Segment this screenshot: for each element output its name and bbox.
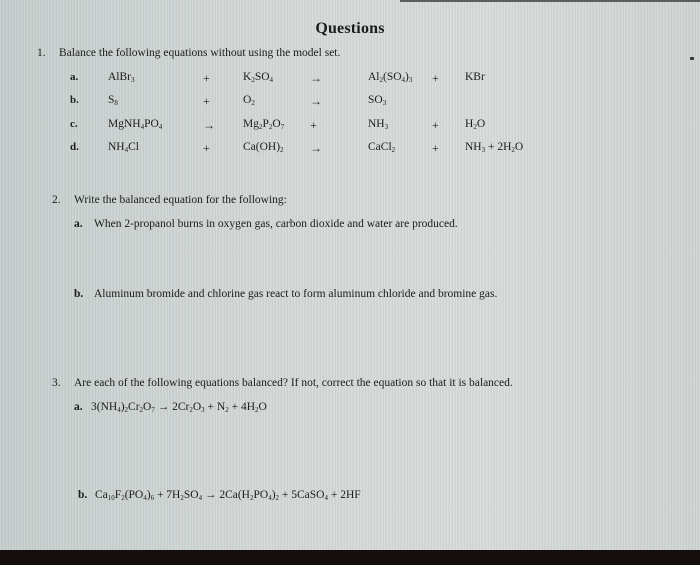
chemical-formula: AlBr$_3$ [108, 71, 135, 84]
page-title: Questions [315, 20, 385, 37]
chemical-formula: $SO_3$ [368, 94, 387, 107]
plus-sign: + [203, 141, 210, 155]
reaction-arrow-icon: → [310, 71, 322, 85]
window-edge [400, 0, 700, 2]
monitor-bezel [0, 550, 700, 565]
plus-sign: + [203, 71, 210, 85]
chemical-formula: $Ca(OH)_2$ [243, 141, 284, 154]
question-2a [74, 218, 458, 230]
reaction-arrow-icon: → [310, 94, 322, 108]
question-3 [52, 377, 513, 389]
question-2 [52, 194, 287, 206]
plus-sign: + [432, 71, 439, 85]
chemical-formula: $K_2SO_4$ [243, 71, 274, 84]
part-text: When 2-propanol burns in oxygen gas, carbon dioxide and water are produced. [94, 218, 458, 230]
row-letter: a. [70, 71, 79, 83]
question-number: 2. [52, 194, 61, 206]
chemical-formula: $Al_2(SO_4)_3$ [368, 71, 413, 84]
row-letter: d. [70, 141, 79, 153]
screen-speck [690, 57, 694, 60]
part-text: Aluminum bromide and chlorine gas react to form aluminum chloride and bromine gas. [94, 288, 498, 300]
equation: $3(NH_4)_2Cr_2O_7 \to 2Cr_2O_3 + N_2 + 4H_2O$ [91, 401, 267, 414]
question-prompt: Write the balanced equation for the following: [74, 194, 287, 206]
plus-sign: + [432, 141, 439, 155]
part-letter: b. [78, 489, 88, 501]
plus-sign: + [203, 94, 210, 108]
chemical-formula: CaCl$_2$ [368, 141, 396, 154]
reaction-arrow-icon: → [310, 141, 322, 155]
chemical-formula: $Mg_2P_2O_7$ [243, 118, 285, 131]
question-prompt: Balance the following equations without using the model set. [59, 47, 341, 59]
plus-sign: + [310, 118, 317, 132]
question-1 [37, 47, 340, 59]
chemical-formula: $S_8$ [108, 94, 118, 107]
part-letter: b. [74, 288, 84, 300]
row-letter: c. [70, 118, 78, 130]
chemical-formula: $MgNH_4PO_4$ [108, 118, 163, 131]
question-number: 3. [52, 377, 61, 389]
question-2b [74, 288, 497, 300]
plus-sign: + [432, 118, 439, 132]
row-letter: b. [70, 94, 79, 106]
chemical-formula: KBr [465, 71, 485, 83]
question-prompt: Are each of the following equations balanced? If not, correct the equation so that it is balanced. [74, 377, 513, 389]
reaction-arrow-icon: → [203, 118, 215, 132]
part-letter: a. [74, 218, 83, 230]
chemical-formula: $NH_3 + 2H_2O$ [465, 141, 524, 154]
question-3a [74, 401, 267, 413]
chemical-formula: $NH_4Cl$ [108, 141, 139, 154]
equation: $Ca_{10}F_2(PO_4)_6 + 7H_2SO_4 \to 2Ca(H_2PO_4)_2$ + 5CaSO$_4$ + 2HF [95, 489, 361, 502]
chemical-formula: $H_2O$ [465, 118, 486, 131]
chemical-formula: $NH_3$ [368, 118, 389, 131]
chemical-formula: $O_2$ [243, 94, 255, 107]
question-number: 1. [37, 47, 46, 59]
part-letter: a. [74, 401, 83, 413]
question-3b [78, 489, 361, 501]
